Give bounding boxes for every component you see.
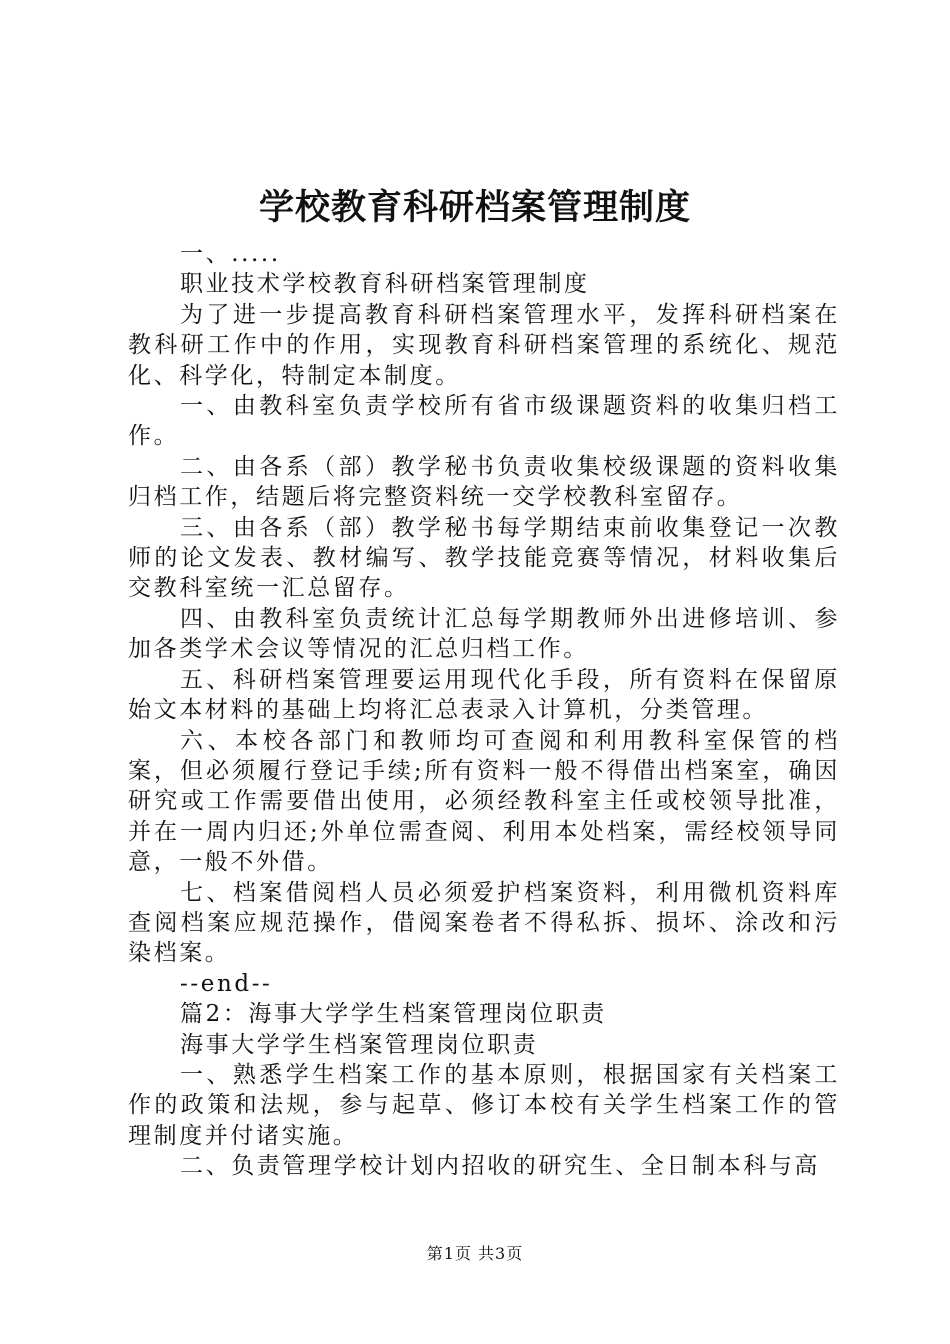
paragraph: 三、由各系（部）教学秘书每学期结束前收集登记一次教师的论文发表、教材编写、教学技能竞赛等情况，材料收集后交教科室统一汇总留存。 [128, 514, 840, 602]
paragraph: 一、..... [180, 241, 281, 267]
paragraph: 七、档案借阅档人员必须爱护档案资料，利用微机资料库查阅档案应规范操作，借阅案卷者不得私拆、损坏、涂改和污染档案。 [128, 879, 840, 967]
paragraph: 六、本校各部门和教师均可查阅和利用教科室保管的档案，但必须履行登记手续;所有资料一般不得借出档案室，确因研究或工作需要借出使用，必须经教科室主任或校领导批准，并在一周内归还;外单位需查阅、利用本处档案，需经校领导同意，一般不外借。 [128, 727, 840, 876]
paragraph: 一、由教科室负责学校所有省市级课题资料的收集归档工作。 [128, 393, 840, 450]
document-title: 学校教育科研档案管理制度 [258, 187, 691, 228]
paragraph: 四、由教科室负责统计汇总每学期教师外出进修培训、参加各类学术会议等情况的汇总归档工作。 [128, 605, 840, 663]
paragraph: 二、负责管理学校计划内招收的研究生、全日制本科与高 [180, 1153, 820, 1180]
paragraph: 一、熟悉学生档案工作的基本原则，根据国家有关档案工作的政策和法规，参与起草、修订本校有关学生档案工作的管理制度并付诸实施。 [128, 1061, 840, 1149]
paragraph: 职业技术学校教育科研档案管理制度 [180, 271, 590, 298]
section-subtitle: 海事大学学生档案管理岗位职责 [180, 1031, 539, 1058]
document-body [128, 239, 840, 1182]
page-number: 第1页 共3页 [426, 1244, 524, 1263]
paragraph: 五、科研档案管理要运用现代化手段，所有资料在保留原始文本材料的基础上均将汇总表录入计算机，分类管理。 [128, 666, 840, 724]
section-heading: 篇2：海事大学学生档案管理岗位职责 [180, 1001, 607, 1028]
end-marker: --end-- [180, 970, 273, 997]
paragraph: 为了进一步提高教育科研档案管理水平，发挥科研档案在教科研工作中的作用，实现教育科研档案管理的系统化、规范化、科学化，特制定本制度。 [128, 301, 840, 389]
paragraph: 二、由各系（部）教学秘书负责收集校级课题的资料收集归档工作，结题后将完整资料统一交学校教科室留存。 [128, 453, 840, 511]
